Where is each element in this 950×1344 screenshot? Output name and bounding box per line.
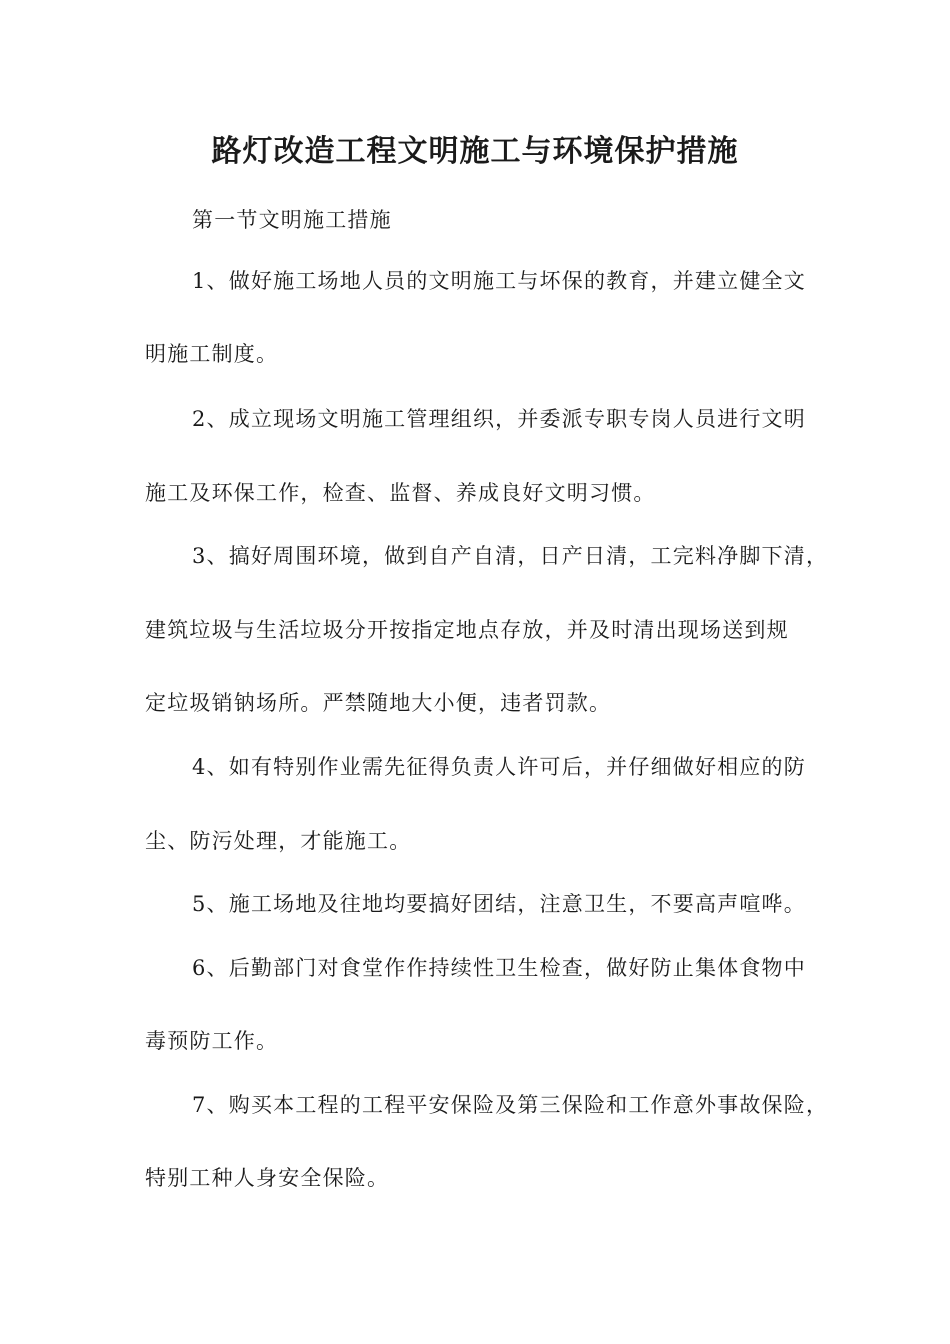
paragraph-line: 3、搞好周围环境，做到自产自清，日产日清，工完料净脚下清，: [192, 544, 829, 568]
paragraph-line: 定垃圾销钠场所。严禁随地大小便，违者罚款。: [145, 691, 612, 715]
document-title: 路灯改造工程文明施工与环境保护措施: [211, 134, 739, 169]
paragraph-line: 建筑垃圾与生活垃圾分开按指定地点存放，并及时清出现场送到规: [145, 618, 789, 642]
paragraph-line: 4、如有特别作业需先征得负责人许可后，并仔细做好相应的防: [192, 755, 806, 779]
paragraph-line: 尘、防污处理，才能施工。: [145, 829, 412, 853]
paragraph-line: 明施工制度。: [145, 342, 279, 366]
paragraph-line: 6、后勤部门对食堂作作持续性卫生检查，做好防止集体食物中: [192, 956, 806, 980]
paragraph-line: 特别工种人身安全保险。: [145, 1166, 390, 1190]
paragraph-line: 2、成立现场文明施工管理组织，并委派专职专岗人员进行文明: [192, 407, 806, 431]
paragraph-line: 5、施工场地及往地均要搞好团结，注意卫生，不要高声喧哗。: [192, 892, 806, 916]
paragraph-line: 1、做好施工场地人员的文明施工与坏保的教育，并建立健全文: [192, 269, 806, 293]
paragraph-line: 毒预防工作。: [145, 1029, 279, 1053]
paragraph-line: 施工及环保工作，检查、监督、养成良好文明习惯。: [145, 481, 656, 505]
section-heading: 第一节文明施工措施: [192, 208, 392, 232]
paragraph-line: 7、购买本工程的工程平安保险及第三保险和工作意外事故保险，: [192, 1093, 829, 1117]
